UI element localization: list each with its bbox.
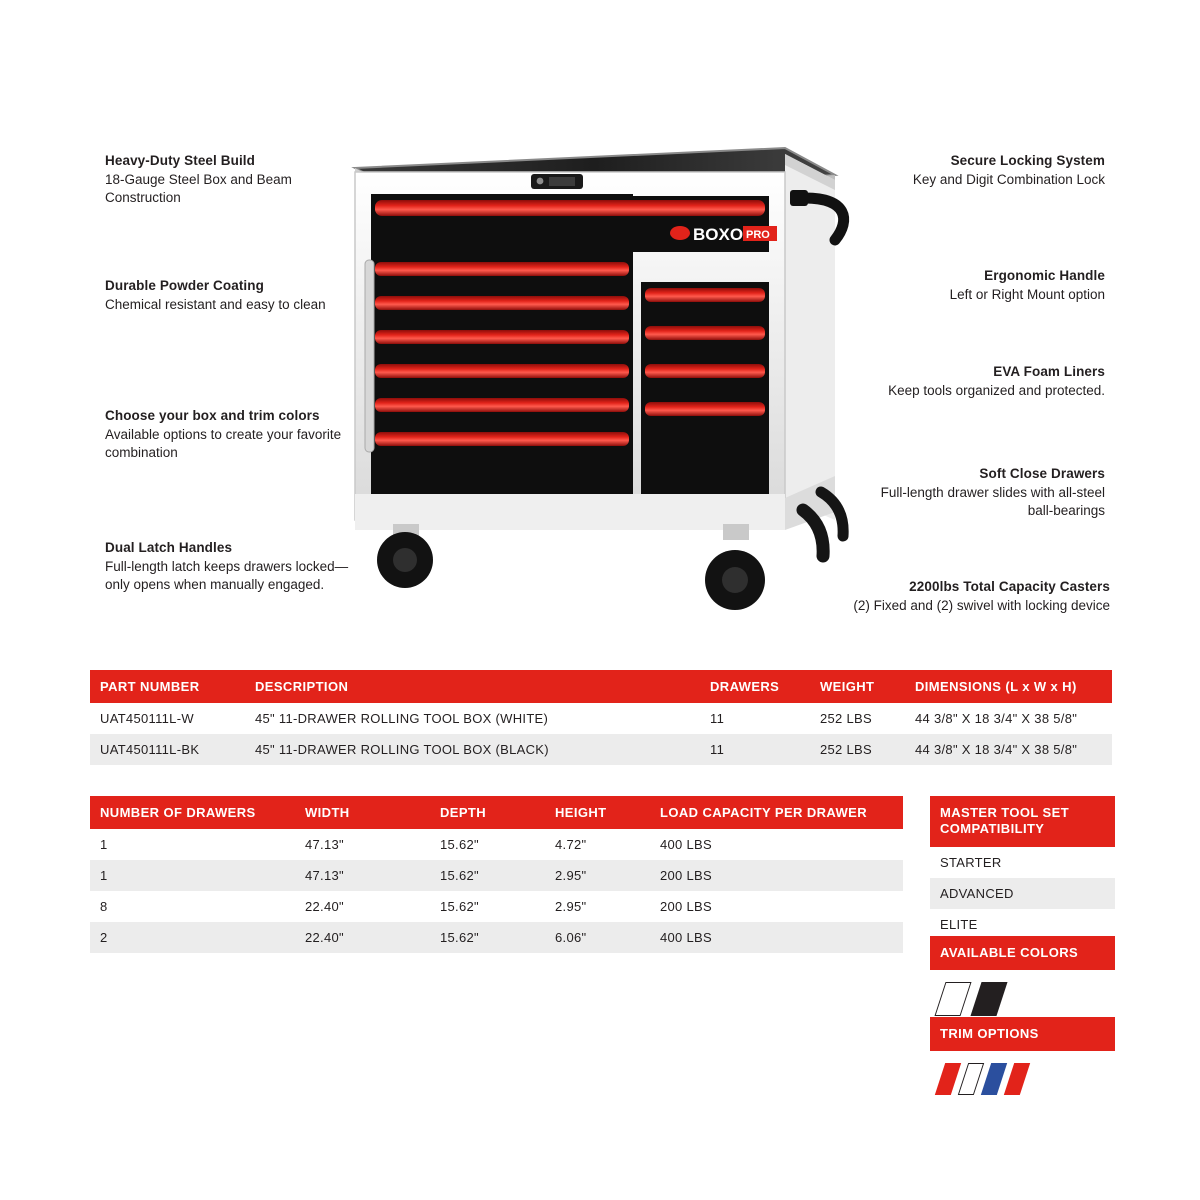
cell-depth: 15.62" <box>430 922 545 953</box>
cell-depth: 15.62" <box>430 860 545 891</box>
feature-title: Soft Close Drawers <box>979 466 1105 481</box>
master-tool-set-compatibility-panel <box>930 796 1115 940</box>
feature-callout-choose-your-box-and-trim-colors <box>105 407 355 463</box>
combination-lock <box>531 174 583 189</box>
table-row <box>90 891 903 922</box>
feature-title: Dual Latch Handles <box>105 540 233 555</box>
trim-swatch-red-2[interactable] <box>1004 1063 1030 1095</box>
cell-height: 2.95" <box>545 860 650 891</box>
part-number-table <box>90 670 1112 765</box>
feature-title: EVA Foam Liners <box>993 364 1105 379</box>
feature-description: Available options to create your favorite combination <box>105 426 342 461</box>
cell-description: 45" 11-DRAWER ROLLING TOOL BOX (WHITE) <box>245 703 700 734</box>
svg-text:PRO: PRO <box>746 229 770 241</box>
cell-part-number: UAT450111L-W <box>90 703 245 734</box>
col-dimensions: DIMENSIONS (L x W x H) <box>905 670 1112 703</box>
tool-box-illustration <box>335 120 865 630</box>
feature-callout-dual-latch-handles <box>105 539 355 595</box>
cell-height: 4.72" <box>545 829 650 860</box>
feature-title: Secure Locking System <box>950 153 1105 168</box>
cell-width: 22.40" <box>295 922 430 953</box>
table-header-row <box>90 796 903 829</box>
cell-weight: 252 LBS <box>810 703 905 734</box>
cell-load-capacity: 400 LBS <box>650 829 903 860</box>
cell-width: 47.13" <box>295 829 430 860</box>
feature-callout-durable-powder-coating <box>105 277 355 314</box>
feature-description: Key and Digit Combination Lock <box>912 171 1105 187</box>
col-height: HEIGHT <box>545 796 650 829</box>
color-swatch-white[interactable] <box>934 982 971 1016</box>
cell-part-number: UAT450111L-BK <box>90 734 245 765</box>
trim-swatch-row <box>930 1051 1115 1099</box>
compat-item-elite: ELITE <box>930 909 1115 940</box>
feature-callout-eva-foam-liners <box>855 363 1105 400</box>
cell-dimensions: 44 3/8" X 18 3/4" X 38 5/8" <box>905 734 1112 765</box>
feature-description: Full-length drawer slides with all-steel ball-bearings <box>880 484 1105 519</box>
trim-swatch-red[interactable] <box>935 1063 961 1095</box>
panel-header: AVAILABLE COLORS <box>930 936 1115 970</box>
col-depth: DEPTH <box>430 796 545 829</box>
panel-header: MASTER TOOL SET COMPATIBILITY <box>930 796 1115 847</box>
feature-title: Ergonomic Handle <box>984 268 1105 283</box>
col-weight: WEIGHT <box>810 670 905 703</box>
col-width: WIDTH <box>295 796 430 829</box>
feature-callout-heavy-duty-steel-build <box>105 152 355 208</box>
cell-width: 22.40" <box>295 891 430 922</box>
feature-description: 18-Gauge Steel Box and Beam Construction <box>105 171 292 206</box>
color-swatch-black[interactable] <box>970 982 1007 1016</box>
feature-description: Keep tools organized and protected. <box>888 382 1105 398</box>
product-image-rolling-tool-box <box>335 120 865 630</box>
cell-load-capacity: 200 LBS <box>650 891 903 922</box>
feature-callout-casters <box>845 578 1110 615</box>
col-load-capacity: LOAD CAPACITY PER DRAWER <box>650 796 903 829</box>
compat-item-advanced: ADVANCED <box>930 878 1115 909</box>
cell-load-capacity: 200 LBS <box>650 860 903 891</box>
cell-width: 47.13" <box>295 860 430 891</box>
feature-callout-ergonomic-handle <box>855 267 1105 304</box>
cell-height: 2.95" <box>545 891 650 922</box>
feature-callout-secure-locking-system <box>855 152 1105 189</box>
table-header-row <box>90 670 1112 703</box>
table-row <box>90 922 903 953</box>
panel-header: TRIM OPTIONS <box>930 1017 1115 1051</box>
available-colors-panel <box>930 936 1115 1020</box>
feature-description: Chemical resistant and easy to clean <box>105 296 326 312</box>
svg-text:BOXO: BOXO <box>693 225 744 244</box>
feature-callout-soft-close-drawers <box>855 465 1105 521</box>
color-swatch-row <box>930 970 1115 1020</box>
cell-number-of-drawers: 2 <box>90 922 295 953</box>
cell-number-of-drawers: 8 <box>90 891 295 922</box>
feature-description: Left or Right Mount option <box>949 286 1105 302</box>
col-part-number: PART NUMBER <box>90 670 245 703</box>
feature-description: Full-length latch keeps drawers locked—only opens when manually engaged. <box>105 558 349 593</box>
feature-title: Durable Powder Coating <box>105 278 264 293</box>
cell-dimensions: 44 3/8" X 18 3/4" X 38 5/8" <box>905 703 1112 734</box>
drawer-specs-table <box>90 796 903 953</box>
feature-title: Heavy-Duty Steel Build <box>105 153 255 168</box>
col-number-of-drawers: NUMBER OF DRAWERS <box>90 796 295 829</box>
compat-item-starter: STARTER <box>930 847 1115 878</box>
cell-number-of-drawers: 1 <box>90 860 295 891</box>
table-row <box>90 703 1112 734</box>
table-row <box>90 829 903 860</box>
feature-title: Choose your box and trim colors <box>105 408 320 423</box>
cell-drawers: 11 <box>700 703 810 734</box>
cell-number-of-drawers: 1 <box>90 829 295 860</box>
cell-load-capacity: 400 LBS <box>650 922 903 953</box>
cell-drawers: 11 <box>700 734 810 765</box>
feature-description: (2) Fixed and (2) swivel with locking device <box>853 597 1110 613</box>
feature-title: 2200lbs Total Capacity Casters <box>909 579 1110 594</box>
cell-weight: 252 LBS <box>810 734 905 765</box>
cell-description: 45" 11-DRAWER ROLLING TOOL BOX (BLACK) <box>245 734 700 765</box>
col-drawers: DRAWERS <box>700 670 810 703</box>
cell-depth: 15.62" <box>430 891 545 922</box>
trim-swatch-white[interactable] <box>958 1063 984 1095</box>
trim-options-panel <box>930 1017 1115 1099</box>
col-description: DESCRIPTION <box>245 670 700 703</box>
trim-swatch-blue[interactable] <box>981 1063 1007 1095</box>
cell-height: 6.06" <box>545 922 650 953</box>
table-row <box>90 734 1112 765</box>
table-row <box>90 860 903 891</box>
cell-depth: 15.62" <box>430 829 545 860</box>
